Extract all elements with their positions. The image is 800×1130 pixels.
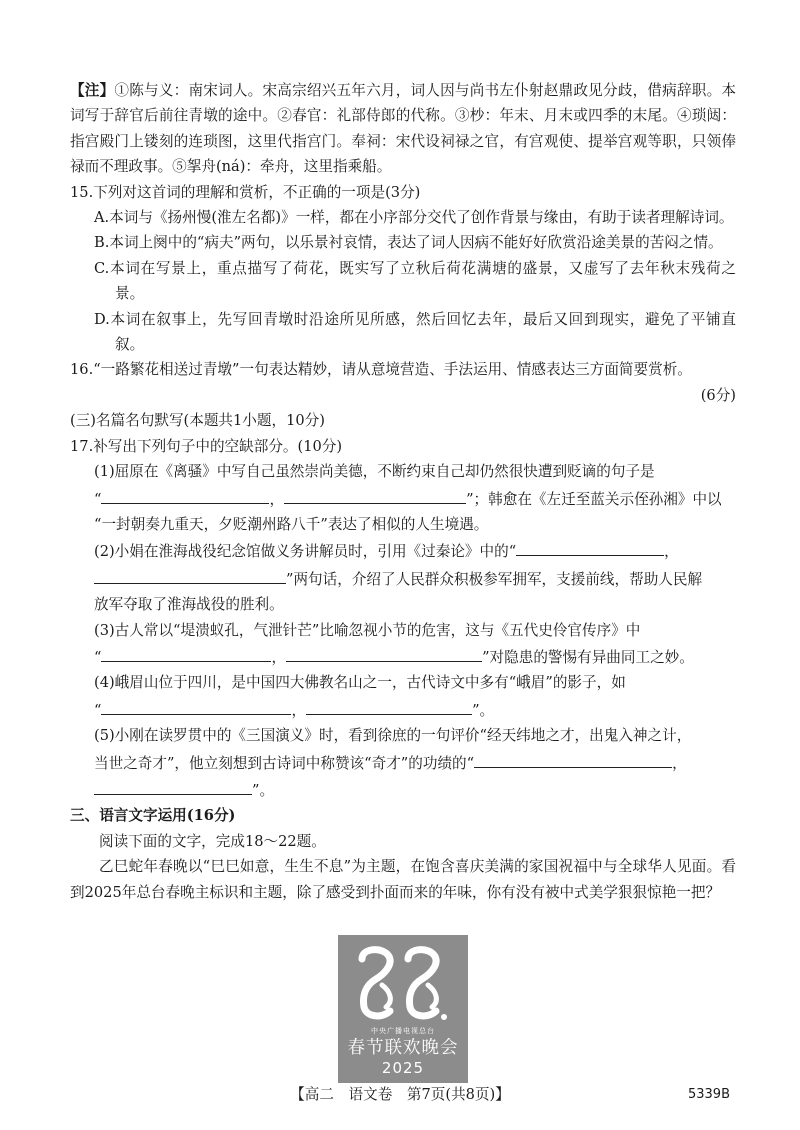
- footer-page-info: 【高二 语文卷 第7页(共8页)】: [290, 1086, 510, 1103]
- answer-blank-8[interactable]: [306, 696, 472, 715]
- q17-item3-answer-line: “ ， ”对隐患的警惕有异曲同工之妙。: [70, 643, 736, 670]
- part3-instruction: 阅读下面的文字，完成18～22题。: [99, 832, 326, 850]
- answer-blank-4[interactable]: [94, 565, 286, 584]
- answer-blank-9[interactable]: [474, 749, 672, 768]
- logo-year-text: 2025: [381, 1059, 425, 1077]
- q17-item1-continuation: “一封朝奏九重天，夕贬潮州路八千”表达了相似的人生境遇。: [94, 515, 489, 533]
- snake-emblem-icon: [356, 945, 450, 1023]
- note-text: ①陈与义：南宋词人。宋高宗绍兴五年六月，词人因与尚书左仆射赵鼎政见分歧，借病辞职。本词写于辞官后前往青墩的途中。②春官：礼部侍郎的代称。③杪：年末、月末或四季的末尾。④琐闼：指宫殿门上镂刻的连琐图，这里代指宫门。奉祠：宋代设祠禄之官，有宫观使、提举宫观等职，只领俸禄而不理政事。⑤挐舟(ná)：牵舟，这里指乘船。: [70, 82, 736, 176]
- exam-page-content: [70, 78, 736, 1083]
- section3-title: (三)名篇名句默写(本题共1小题，10分): [70, 412, 325, 430]
- q17-item5-line2: 当世之奇才”，他立刻想到古诗词中称赞该“奇才”的功绩的“ ，: [70, 749, 736, 776]
- part3-title: 三、语言文字运用(16分): [70, 807, 236, 825]
- q17-item2-prompt: (2)小娟在淮海战役纪念馆做义务讲解员时，引用《过秦论》中的“ ，: [70, 537, 736, 564]
- q16-stem: 16.“一路繁花相送过青墩”一句表达精妙，请从意境营造、手法运用、情感表达三方面简要赏析。: [70, 361, 692, 379]
- q15-option-b: B.本词上阕中的“病夫”两句，以乐景衬哀情，表达了词人因病不能好好欣赏沿途美景的苦闷之情。: [94, 234, 723, 252]
- answer-blank-1[interactable]: [101, 485, 269, 504]
- footnote: [70, 78, 736, 180]
- answer-blank-2[interactable]: [284, 485, 466, 504]
- footer-paper-code: 5339B: [687, 1087, 730, 1102]
- q17-item4-prompt: (4)峨眉山位于四川，是中国四大佛教名山之一，古代诗文中多有“峨眉”的影子，如: [94, 674, 626, 692]
- q15-stem: 15.下列对这首词的理解和赏析，不正确的一项是(3分): [70, 183, 421, 201]
- gala-logo-container: [70, 935, 736, 1083]
- spring-festival-gala-logo: [338, 935, 468, 1083]
- q16-score: (6分): [700, 386, 736, 404]
- answer-blank-10[interactable]: [94, 776, 252, 795]
- q17-item1-answer-line: “ ， ”；韩愈在《左迁至蓝关示侄孙湘》中以: [70, 485, 736, 512]
- page-footer: [0, 1082, 800, 1104]
- logo-name-text: 春节联欢晚会: [347, 1038, 459, 1058]
- logo-org-text: 中央广播电视总台: [371, 1027, 435, 1035]
- q17-item3-prompt: (3)古人常以“堤溃蚁孔，气泄针芒”比喻忽视小节的危害，这与《五代史伶官传序》中: [94, 621, 641, 639]
- answer-blank-7[interactable]: [101, 696, 291, 715]
- q15-option-d: D.本词在叙事上，先写回青墩时沿途所见所感，然后回忆去年，最后又回到现实，避免了平铺直叙。: [94, 310, 736, 354]
- q15-option-c: C.本词在写景上，重点描写了荷花，既实写了立秋后荷花满塘的盛景，又虚写了去年秋末残荷之景。: [94, 259, 736, 303]
- q15-option-a: A.本词与《扬州慢(淮左名都)》一样，都在小序部分交代了创作背景与缘由，有助于读者理解诗词。: [94, 209, 734, 227]
- q17-item4-answer-line: “ ， ”。: [70, 696, 736, 723]
- answer-blank-6[interactable]: [286, 643, 482, 662]
- q17-item1-prompt: (1)屈原在《离骚》中写自己虽然崇尚美德，不断约束自己却仍然很快遭到贬谪的句子是: [94, 463, 655, 481]
- q17-item5-line3: ”。: [70, 776, 736, 803]
- q17-item2-line2: ”两句话，介绍了人民群众积极参军拥军，支援前线，帮助人民解: [70, 565, 736, 592]
- part3-passage: 乙巳蛇年春晚以“巳巳如意，生生不息”为主题，在饱含喜庆美满的家国祝福中与全球华人见面。看到2025年总台春晚主标识和主题，除了感受到扑面而来的年味，你有没有被中式美学狠狠惊艳一把？: [70, 858, 736, 901]
- q17-stem: 17.补写出下列句子中的空缺部分。(10分): [70, 437, 343, 455]
- q17-item2-line3: 放军夺取了淮海战役的胜利。: [94, 596, 284, 614]
- answer-blank-5[interactable]: [101, 643, 271, 662]
- note-label: 【注】: [70, 82, 115, 99]
- q17-item5-prompt: (5)小刚在读罗贯中的《三国演义》时，看到徐庶的一句评价“经天纬地之才，出鬼入神之计，: [94, 727, 692, 745]
- answer-blank-3[interactable]: [516, 537, 664, 556]
